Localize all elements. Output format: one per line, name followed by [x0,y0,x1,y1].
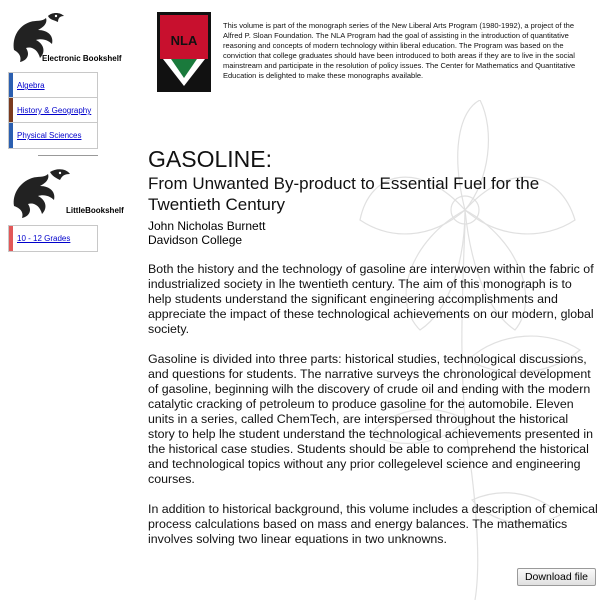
electronic-bookshelf-logo[interactable] [8,10,138,68]
download-file-button[interactable]: Download file [517,568,596,586]
little-bookshelf-logo[interactable] [8,168,138,220]
nav-color-bar [9,98,13,122]
nav-link-10-12-grades[interactable]: 10 - 12 Grades [17,234,71,243]
book-subtitle: From Unwanted By-product to Essential Fuel for the Twentieth Century [148,174,540,214]
main-content [148,145,598,547]
book-paragraph: In addition to historical background, this volume includes a description of chemical process calculations based on mass and energy balances. The mathematics involves solving two linear equations in two unknowns. [148,502,598,546]
nav-item-history-geography[interactable] [9,98,97,123]
category-nav [8,72,98,149]
nav-color-bar [9,73,13,97]
book-title: GASOLINE: [148,146,272,172]
nav-link-physical-sciences[interactable]: Physical Sciences [17,131,82,140]
grades-nav [8,225,98,252]
book-paragraph: Gasoline is divided into three parts: historical studies, technological discussions, and questions for students. The narrative surveys the chronological development of gasoline, beginning wilh the discovery of crude oil and ending with the modern catalytic cracking of petroleum to produce gasoline for the automobile. Eleven units in a series, called ChemTech, are interspersed throughout the historical story to help lhe student understand the technological achievements presented in the historical case studies. Students should be able to comprehend the historical and technological topics without any prior collegelevel science and engineering courses. [148,352,593,486]
sidebar-divider [38,155,98,156]
nla-logo [157,12,211,92]
nav-color-bar [9,226,13,251]
electronic-bookshelf-label: Electronic Bookshelf [42,54,122,63]
little-bookshelf-label: LittleBookshelf [66,206,124,215]
nav-link-algebra[interactable]: Algebra [17,81,45,90]
book-author: John Nicholas Burnett [148,219,266,233]
program-description: This volume is part of the monograph series of the New Liberal Arts Program (1980-1992), a project of the Alfred P. Sloan Foundation. The NLA Program had the goal of assisting in the introduction of quantitative reasoning and concepts of modern technology within liberal education. The Program was based on the conviction that college graduates should have been introduced to both areas if they are to live in the social mainstream and participate in the resolution of policy issues. The Center for Mathematics and Quantitative Education is delighted to make these monographs available. [223,21,576,80]
book-institution: Davidson College [148,233,243,247]
left-sidebar [0,0,140,600]
nav-item-algebra[interactable] [9,73,97,98]
nav-item-physical-sciences[interactable] [9,123,97,148]
nav-color-bar [9,123,13,148]
nav-item-10-12-grades[interactable] [9,226,97,251]
nav-link-history-geography[interactable]: History & Geography [17,106,92,115]
book-paragraph: Both the history and the technology of gasoline are interwoven within the fabric of industrialized society in lhe twentieth century. The aim of this monograph is to help students understand the significant engineering accomplishments and appreciate the impact of these technological achievements on our modern, global society. [148,262,594,336]
nla-logo-text: NLA [170,33,198,48]
